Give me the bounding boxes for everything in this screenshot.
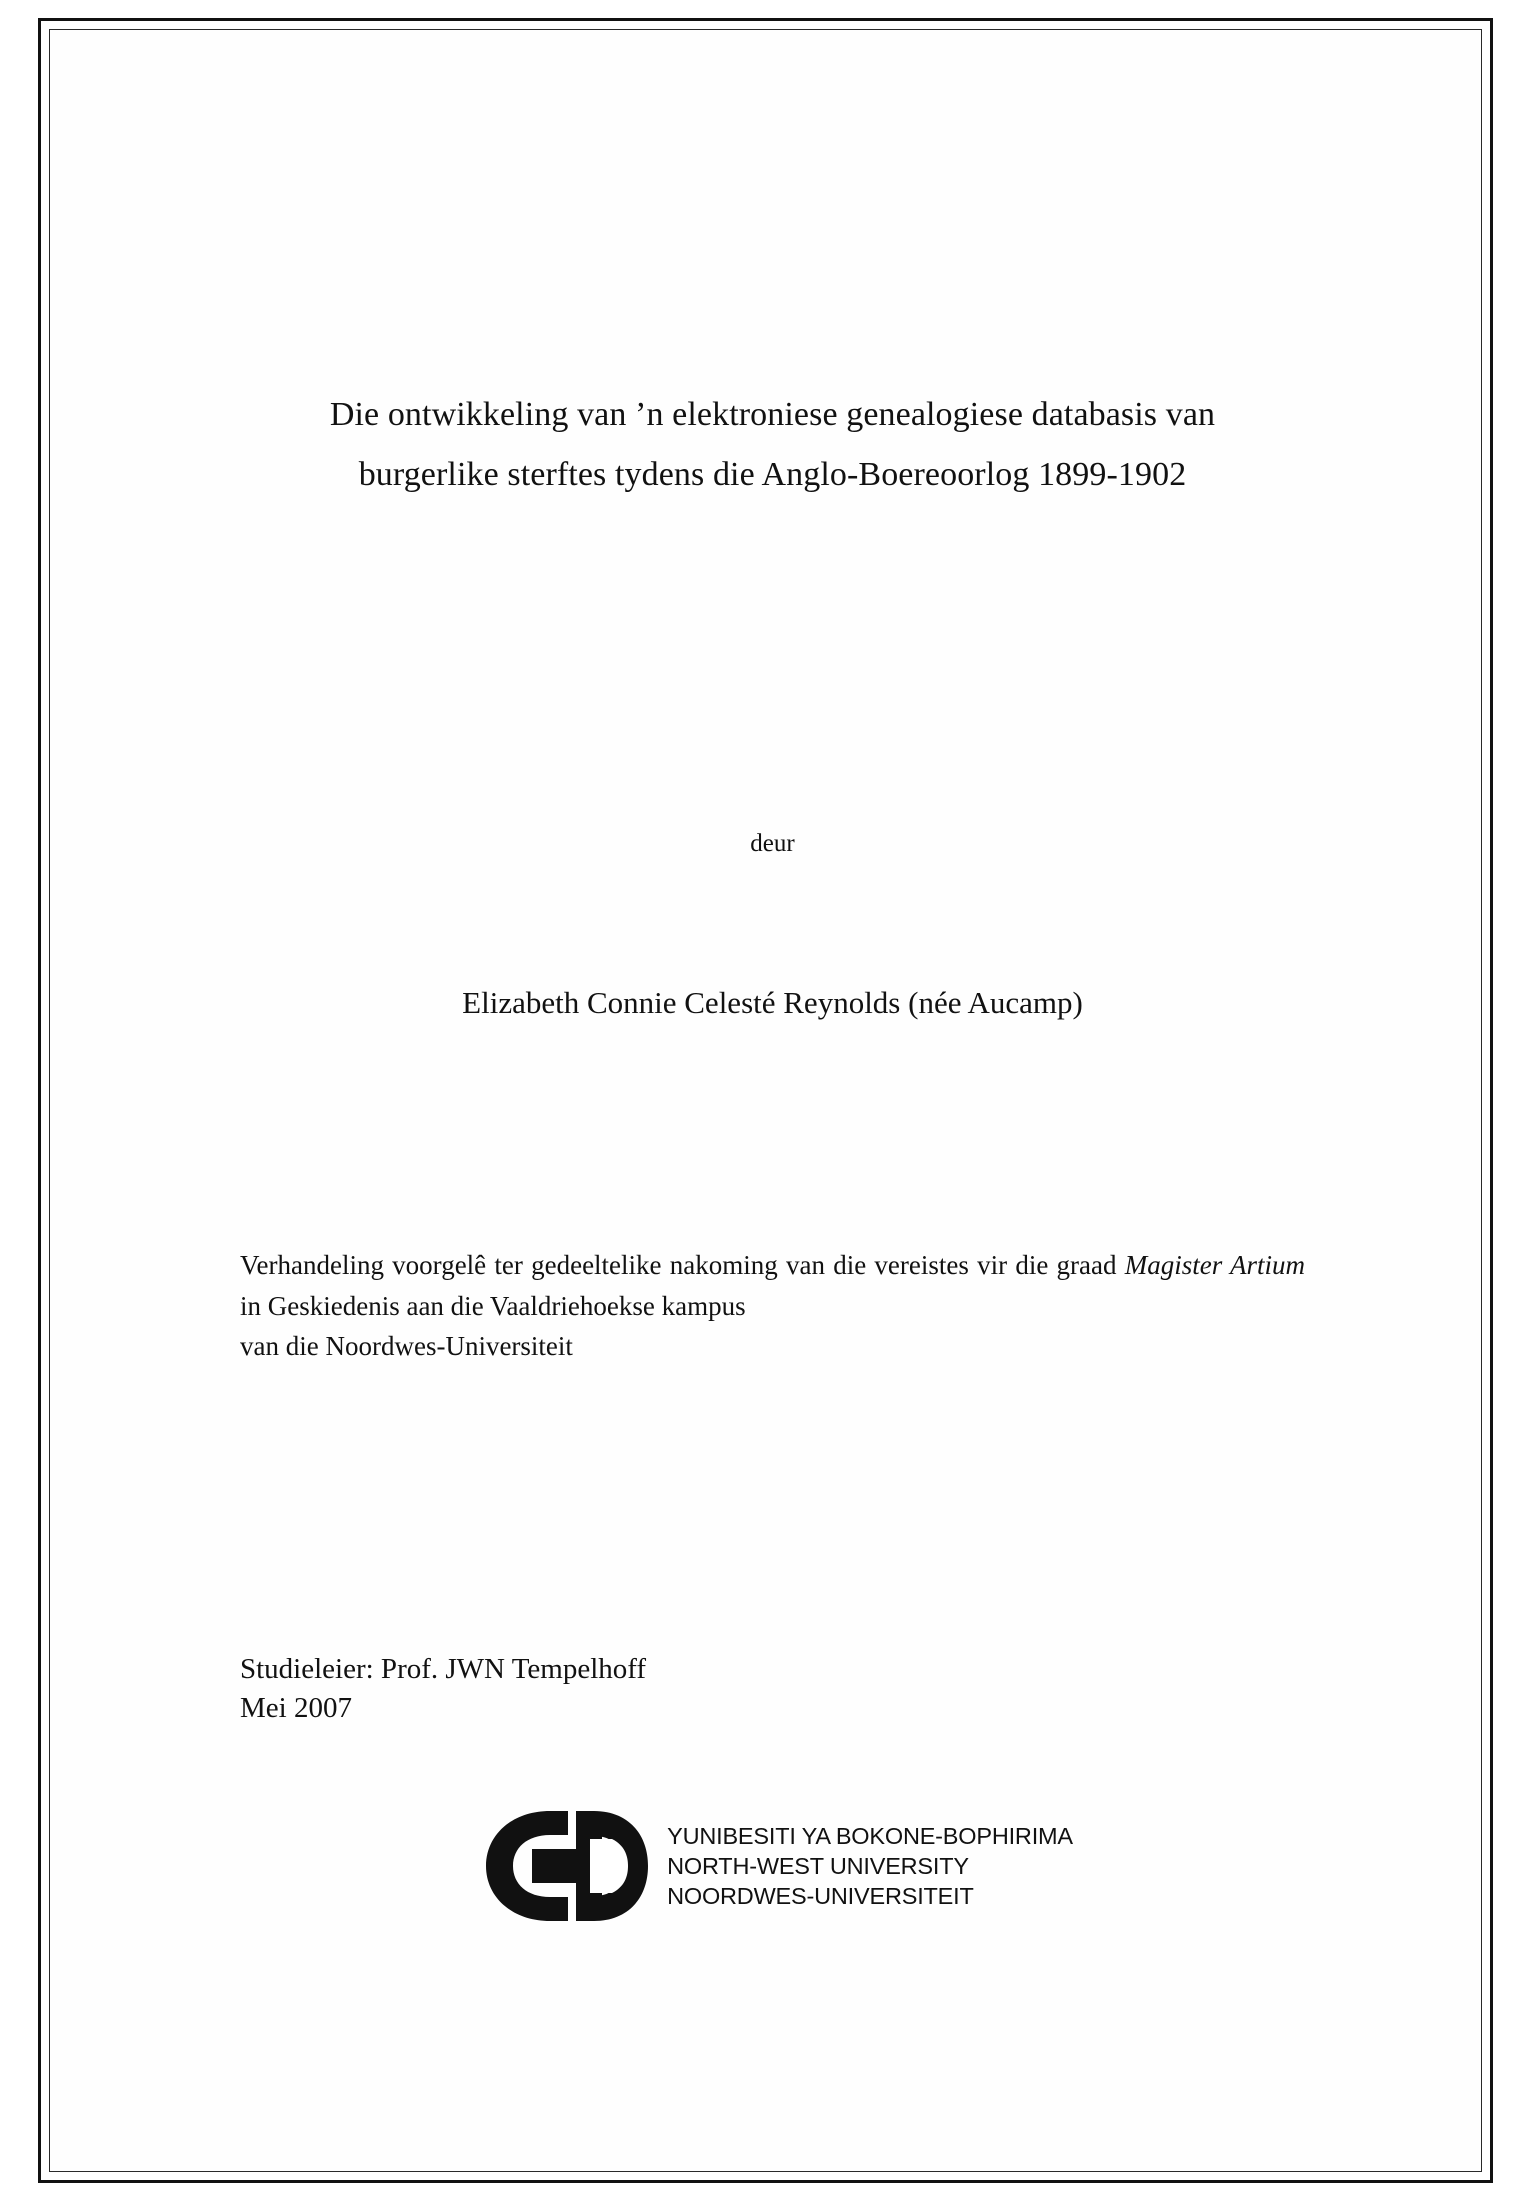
title-page-content bbox=[190, 30, 1355, 2171]
page-surface bbox=[49, 29, 1482, 2172]
university-logo-block bbox=[190, 1805, 1355, 1927]
logo-text-line-3: NOORDWES-UNIVERSITEIT bbox=[667, 1882, 974, 1909]
degree-statement bbox=[240, 1245, 1305, 1367]
by-label: deur bbox=[750, 830, 795, 857]
title-line-2: burgerlike sterftes tydens die Anglo-Boereoorlog 1899-1902 bbox=[358, 455, 1187, 493]
scanned-page-border bbox=[38, 18, 1493, 2183]
degree-name: Magister Artium bbox=[1124, 1250, 1305, 1280]
degree-statement-paragraph bbox=[240, 1245, 1305, 1326]
degree-statement-part-3: van die Noordwes-Universiteit bbox=[240, 1331, 573, 1361]
logo-text-line-1: YUNIBESITI YA BOKONE-BOPHIRIMA bbox=[667, 1823, 1073, 1850]
north-west-university-logo-icon bbox=[472, 1805, 657, 1927]
title-line-1: Die ontwikkeling van ’n elektroniese genealogiese databasis van bbox=[329, 396, 1216, 433]
university-logo-text bbox=[667, 1820, 1073, 1912]
degree-statement-part-1: Verhandeling voorgelê ter gedeeltelike nakoming van die vereistes vir die graad bbox=[240, 1250, 1125, 1280]
submission-date: Mei 2007 bbox=[240, 1692, 352, 1725]
supervisor-line: Studieleier: Prof. JWN Tempelhoff bbox=[240, 1653, 647, 1685]
logo-text-line-2: NORTH-WEST UNIVERSITY bbox=[667, 1853, 969, 1880]
page-title bbox=[190, 385, 1355, 504]
author-name: Elizabeth Connie Celesté Reynolds (née Aucamp) bbox=[462, 985, 1083, 1020]
supervisor-block bbox=[240, 1650, 1140, 1728]
degree-statement-part-2: in Geskiedenis aan die Vaaldriehoekse kampus bbox=[240, 1290, 746, 1321]
